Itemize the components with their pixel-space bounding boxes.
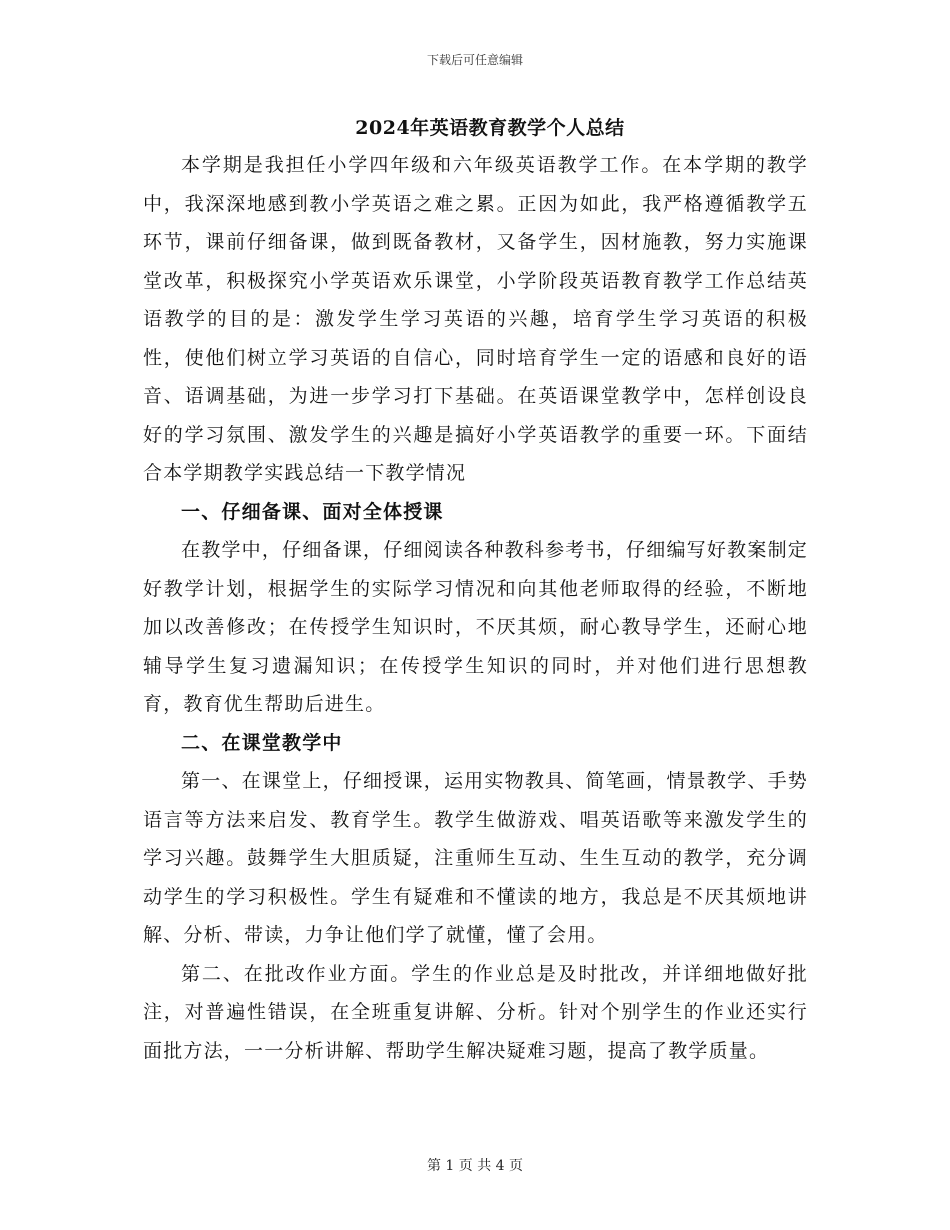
section-2-heading: 二、在课堂教学中 bbox=[181, 731, 343, 754]
document-body bbox=[143, 146, 808, 1070]
section-1-paragraph: 在教学中，仔细备课，仔细阅读各种教科参考书，仔细编写好教案制定好教学计划，根据学生的实际学习情况和向其他老师取得的经验，不断地加以改善修改；在传授学生知识时，不厌其烦，耐心教导学生，还耐心地辅导学生复习遗漏知识；在传授学生知识的同时，并对他们进行思想教育，教育优生帮助后进生。 bbox=[143, 539, 808, 715]
document-title: 2024年英语教育教学个人总结 bbox=[355, 117, 625, 139]
intro-paragraph: 本学期是我担任小学四年级和六年级英语教学工作。在本学期的教学中，我深深地感到教小学英语之难之累。正因为如此，我严格遵循教学五环节，课前仔细备课，做到既备教材，又备学生，因材施教，努力实施课堂改革，积极探究小学英语欢乐课堂，小学阶段英语教育教学工作总结英语教学的目的是：激发学生学习英语的兴趣，培育学生学习英语的积极性，使他们树立学习英语的自信心，同时培育学生一定的语感和良好的语音、语调基础，为进一步学习打下基础。在英语课堂教学中，怎样创设良好的学习氛围、激发学生的兴趣是搞好小学英语教学的重要一环。下面结合本学期教学实践总结一下教学情况 bbox=[143, 154, 808, 484]
page-number-footer: 第 1 页 共 4 页 bbox=[426, 1158, 524, 1174]
section-1-heading: 一、仔细备课、面对全体授课 bbox=[181, 500, 444, 523]
page-header-note: 下载后可任意编辑 bbox=[426, 53, 523, 67]
section-2-paragraph-1: 第一、在课堂上，仔细授课，运用实物教具、简笔画，情景教学、手势语言等方法来启发、教育学生。教学生做游戏、唱英语歌等来激发学生的学习兴趣。鼓舞学生大胆质疑，注重师生互动、生生互动的教学，充分调动学生的学习积极性。学生有疑难和不懂读的地方，我总是不厌其烦地讲解、分析、带读，力争让他们学了就懂，懂了会用。 bbox=[143, 770, 808, 946]
section-2-paragraph-2: 第二、在批改作业方面。学生的作业总是及时批改，并详细地做好批注，对普遍性错误，在全班重复讲解、分析。针对个别学生的作业还实行面批方法，一一分析讲解、帮助学生解决疑难习题，提高了教学质量。 bbox=[143, 962, 808, 1062]
